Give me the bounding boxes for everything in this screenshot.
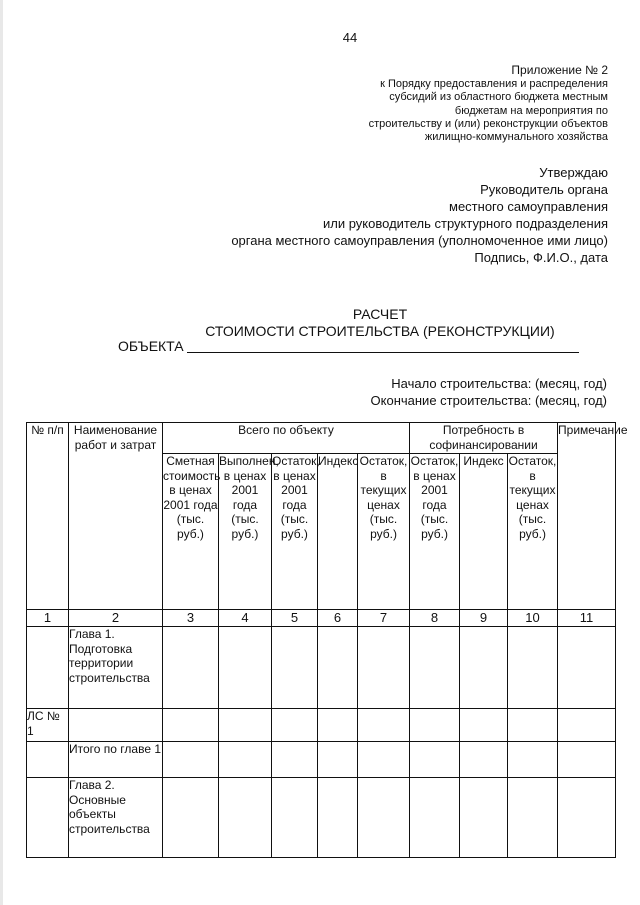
header-note: Примечание xyxy=(558,423,616,610)
row-num: ЛС № 1 xyxy=(27,709,69,742)
subheader-need-rest-2001: Остаток, в ценах 2001 года (тыс. руб.) xyxy=(410,454,460,610)
table-row xyxy=(27,709,616,742)
row-name: Глава 2. Основные объекты строительства xyxy=(69,778,163,858)
subheader-estimate: Сметная стоимость в ценах 2001 года (тыс. руб.) xyxy=(163,454,219,610)
row-num xyxy=(27,778,69,858)
row-name: Глава 1. Подготовка территории строительства xyxy=(69,627,163,709)
column-number: 6 xyxy=(318,610,358,627)
row-num xyxy=(27,627,69,709)
title-line: РАСЧЕТ xyxy=(352,306,408,322)
approval-block xyxy=(231,164,608,266)
column-number: 10 xyxy=(508,610,558,627)
appendix-block xyxy=(369,64,608,144)
table-row xyxy=(27,742,616,778)
appendix-line: Приложение № 2 xyxy=(511,63,608,77)
appendix-line: жилищно-коммунального хозяйства xyxy=(424,131,608,144)
cost-table xyxy=(26,422,628,858)
subheader-rest-2001: Остаток, в ценах 2001 года (тыс. руб.) xyxy=(272,454,318,610)
construction-dates xyxy=(371,375,607,409)
table-row xyxy=(27,627,616,709)
header-need: Потребность в софинансировании xyxy=(410,423,558,454)
approval-line: органа местного самоуправления (уполномоченное ими лицо) xyxy=(231,233,608,248)
approval-line: Подпись, Ф.И.О., дата xyxy=(474,250,608,265)
subheader-rest-current: Остаток, в текущих ценах (тыс. руб.) xyxy=(358,454,410,610)
start-date-line: Начало строительства: (месяц, год) xyxy=(391,376,607,391)
object-line xyxy=(118,338,579,354)
object-name-blank xyxy=(187,338,579,353)
row-name: Итого по главе 1 xyxy=(69,742,163,778)
row-name xyxy=(69,709,163,742)
table-row xyxy=(27,778,616,858)
column-number: 7 xyxy=(358,610,410,627)
document-title xyxy=(0,306,640,340)
appendix-line: бюджетам на мероприятия по xyxy=(454,104,608,117)
column-number: 4 xyxy=(219,610,272,627)
header-num: № п/п xyxy=(27,423,69,610)
subheader-index: Индекс xyxy=(318,454,358,610)
header-name: Наименование работ и затрат xyxy=(69,423,163,610)
title-line: СТОИМОСТИ СТРОИТЕЛЬСТВА (РЕКОНСТРУКЦИИ) xyxy=(205,323,555,339)
column-number: 5 xyxy=(272,610,318,627)
approval-line: Руководитель органа xyxy=(480,182,608,197)
subheader-need-index: Индекс xyxy=(460,454,508,610)
row-num xyxy=(27,742,69,778)
page-number: 44 xyxy=(342,30,358,45)
appendix-line: строительству и (или) реконструкции объектов xyxy=(368,117,608,130)
appendix-line: субсидий из областного бюджета местным xyxy=(389,91,608,104)
column-number: 11 xyxy=(558,610,616,627)
subheader-done: Выполнен, в ценах 2001 года (тыс. руб.) xyxy=(219,454,272,610)
object-label: ОБЪЕКТА xyxy=(118,338,184,354)
approval-line: Утверждаю xyxy=(539,165,608,180)
approval-line: местного самоуправления xyxy=(449,199,608,214)
header-total: Всего по объекту xyxy=(163,423,410,454)
column-number: 8 xyxy=(410,610,460,627)
appendix-line: к Порядку предоставления и распределения xyxy=(380,78,608,91)
column-number: 1 xyxy=(27,610,69,627)
end-date-line: Окончание строительства: (месяц, год) xyxy=(370,393,607,408)
column-number: 9 xyxy=(460,610,508,627)
subheader-need-rest-current: Остаток, в текущих ценах (тыс. руб.) xyxy=(508,454,558,610)
page-edge xyxy=(0,0,3,905)
column-number: 2 xyxy=(69,610,163,627)
column-number: 3 xyxy=(163,610,219,627)
approval-line: или руководитель структурного подразделения xyxy=(323,216,608,231)
column-number-row xyxy=(27,610,616,627)
